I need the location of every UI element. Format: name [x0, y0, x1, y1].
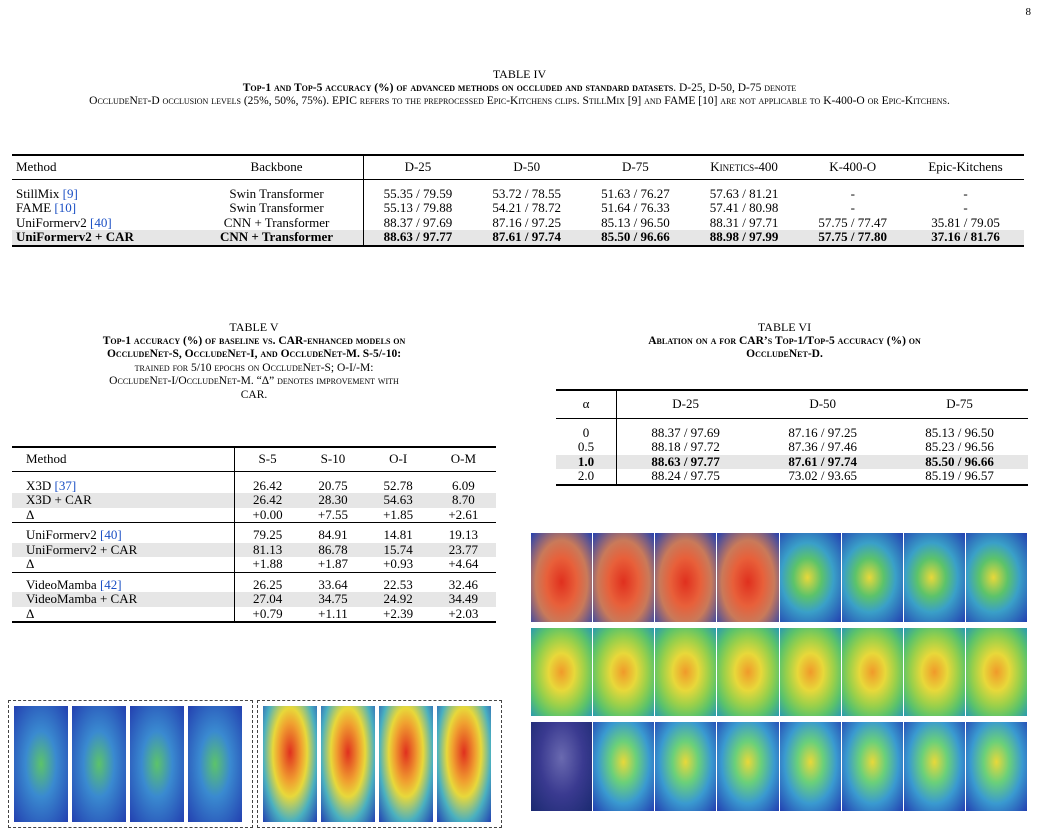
table5-caption-line4: OccludeNet-I/OccludeNet-M. “Δ” denotes improvement with [109, 375, 399, 387]
table4-label: TABLE IV [492, 67, 547, 81]
table4-cell-backbone: CNN + Transformer [191, 216, 363, 231]
table5-cell-method: VideoMamba + CAR [12, 592, 234, 607]
table6-cell-value: 85.13 / 96.50 [925, 424, 994, 440]
table6-cell-value: 87.61 / 97.74 [754, 455, 891, 470]
table6-cell-value: 87.16 / 97.25 [788, 424, 857, 440]
table4-cell-value: 88.98 / 97.99 [690, 230, 799, 246]
heatmap-tile [965, 532, 1028, 623]
table4-cell-value: 57.75 / 77.47 [818, 214, 888, 230]
table5-cell-value: +2.03 [448, 605, 479, 621]
table5-cell-value: 27.04 [234, 592, 300, 607]
table5-cell-value: +7.55 [317, 506, 348, 522]
table4-header-d25: D-25 [404, 159, 432, 174]
table4-cell-value: 55.13 / 79.88 [383, 200, 453, 215]
table4-caption-text [0, 82, 1039, 109]
table4-cell-value: 35.81 / 79.05 [931, 214, 1000, 230]
table5-cell-value: 34.75 [300, 592, 365, 607]
table6-cell-value: 87.36 / 97.46 [788, 439, 857, 454]
table6-cell-alpha: 0 [556, 418, 617, 440]
table6-header-d75: D-75 [946, 396, 973, 411]
heatmap-tile [903, 627, 966, 718]
table5-cell-method: VideoMamba [42] [12, 572, 234, 592]
heatmap-tile [841, 721, 904, 812]
table5-row [12, 557, 496, 572]
table4-caption [0, 68, 1039, 109]
table4-header-kinetics: Kinetics-400 [710, 159, 778, 174]
heatmap-tile [71, 705, 127, 823]
table5-cell-value: 8.70 [431, 493, 496, 508]
page-number: 8 [1025, 6, 1031, 18]
heatmap-tile [965, 627, 1028, 718]
table5-header-om: O-M [450, 451, 477, 466]
heatmap-tile [436, 705, 492, 823]
table5-cell-value: 34.49 [431, 592, 496, 607]
table4-cell-value: 55.35 / 79.59 [383, 185, 453, 201]
table5-cell-value: 28.30 [300, 493, 365, 508]
table5-cell-method: X3D [37] [12, 471, 234, 493]
heatmap-tile [654, 532, 717, 623]
citation-link[interactable]: [37] [54, 477, 77, 493]
citation-link[interactable]: [10] [54, 200, 77, 215]
table5-cell-method: Δ [12, 607, 234, 623]
table5-cell-value: 81.13 [234, 543, 300, 558]
table5-label: TABLE V [229, 320, 279, 334]
table4-cell-method: UniFormerv2 + CAR [12, 230, 191, 246]
table6-row [556, 440, 1028, 455]
table5-cell-value: 15.74 [366, 543, 431, 558]
table4 [12, 154, 1024, 247]
table6-header-d25: D-25 [672, 396, 699, 411]
table4-cell-value: 54.21 / 78.72 [492, 200, 562, 215]
table4-cell-value: 85.13 / 96.50 [601, 214, 670, 230]
table5-cell-value: +0.93 [383, 556, 414, 571]
table5-row [12, 493, 496, 508]
table5-row [12, 471, 496, 493]
table6-caption [530, 321, 1039, 362]
table6-cell-value: 88.63 / 97.77 [617, 455, 755, 470]
heatmap-tile [716, 532, 779, 623]
heatmap-tile [903, 721, 966, 812]
heatmap-tile [841, 532, 904, 623]
table5-caption-line5: CAR. [240, 388, 268, 401]
heatmap-tile [965, 721, 1028, 812]
table5-cell-value: 52.78 [383, 477, 413, 493]
heatmap-tile [903, 532, 966, 623]
table6-header-alpha: α [556, 390, 617, 418]
table5-row [12, 572, 496, 592]
heatmap-tile [13, 705, 69, 823]
table5-cell-value: 26.42 [252, 477, 283, 493]
table5-cell-value: 33.64 [318, 576, 348, 592]
citation-link[interactable]: [40] [90, 214, 112, 230]
table5-cell-method: UniFormerv2 + CAR [12, 543, 234, 558]
table4-cell-method: UniFormerv2 [40] [16, 214, 112, 230]
table6-cell-alpha: 2.0 [556, 469, 617, 485]
table4-cell-method: FAME [10] [16, 200, 77, 215]
table5-caption-line1: Top-1 accuracy (%) of baseline vs. CAR-enhanced models on [102, 334, 406, 347]
table4-cell-method: StillMix [9] [16, 185, 78, 201]
table4-header-backbone: Backbone [191, 155, 363, 179]
table6-caption-line2: OccludeNet-D. [746, 348, 823, 360]
table5-cell-method: X3D + CAR [12, 493, 234, 508]
table5-row [12, 592, 496, 607]
heatmap-tile [530, 627, 593, 718]
citation-link[interactable]: [9] [62, 185, 78, 201]
table5-cell-method: Δ [12, 508, 234, 523]
table6-cell-value: 85.50 / 96.66 [891, 455, 1028, 470]
table5-header-s10: S-10 [320, 451, 346, 466]
heatmap-strip-bottom-left [8, 700, 506, 832]
table5-caption [0, 321, 508, 402]
table5-cell-value: 86.78 [300, 543, 365, 558]
table5-cell-value: 26.25 [252, 576, 283, 592]
table4-header-epic: Epic-Kitchens [928, 159, 1003, 174]
heatmap-tile [841, 627, 904, 718]
table5-cell-method: Δ [12, 557, 234, 572]
table4-header-d50: D-50 [513, 159, 541, 174]
table4-header-d75: D-75 [622, 159, 649, 174]
table4-caption-mid: . D-25, D-50, D-75 denote [673, 81, 797, 94]
table5-cell-value: 84.91 [318, 527, 348, 542]
table4-row [12, 201, 1024, 216]
heatmap-tile [592, 627, 655, 718]
heatmap-tile [129, 705, 185, 823]
table5-header-method: Method [12, 447, 234, 471]
table4-cell-value: - [850, 200, 855, 215]
table6-cell-value: 88.37 / 97.69 [651, 424, 720, 440]
heatmap-tile [779, 532, 842, 623]
dashed-group-box [8, 700, 253, 828]
heatmap-tile [320, 705, 376, 823]
table6-cell-value: 88.18 / 97.72 [651, 439, 720, 454]
table4-row [12, 179, 1024, 201]
table6-cell-value: 88.24 / 97.75 [651, 468, 720, 483]
dashed-group-box [257, 700, 502, 828]
citation-link[interactable]: [42] [99, 576, 122, 592]
table6-cell-value: 85.19 / 96.57 [925, 468, 994, 483]
table4-cell-value: 88.31 / 97.71 [709, 214, 779, 230]
table4-row [12, 230, 1024, 246]
table4-header-method: Method [16, 159, 57, 174]
heatmap-tile [262, 705, 318, 823]
table5-cell-value: +1.85 [383, 506, 414, 522]
heatmap-tile [530, 532, 593, 623]
table5-cell-value: 23.77 [431, 543, 496, 558]
table5-cell-value: 19.13 [448, 527, 478, 542]
heatmap-tile [716, 627, 779, 718]
table5-cell-value: 26.42 [234, 493, 300, 508]
table5-cell-value: 22.53 [383, 576, 413, 592]
table5-header-oi: O-I [389, 451, 408, 466]
table4-cell-backbone: Swin Transformer [191, 179, 363, 201]
table5-cell-value: +1.87 [317, 556, 348, 571]
table6 [556, 389, 1028, 486]
table5-row [12, 543, 496, 558]
heatmap-tile [530, 721, 593, 812]
table5-cell-value: +2.61 [448, 506, 479, 522]
heatmap-tile [654, 721, 717, 812]
table6-label: TABLE VI [757, 320, 812, 334]
table5-header-s5: S-5 [258, 451, 277, 466]
table4-header-k400o: K-400-O [829, 159, 877, 174]
heatmap-tile [187, 705, 243, 823]
table5-cell-value: 20.75 [318, 477, 348, 493]
table4-cell-value: 57.41 / 80.98 [709, 200, 779, 215]
table6-header-d50: D-50 [809, 396, 837, 411]
table4-cell-value: 88.37 / 97.69 [383, 214, 453, 230]
heatmap-tile [654, 627, 717, 718]
table5-cell-value: +0.79 [252, 605, 283, 621]
table5-row [12, 523, 496, 543]
table5-cell-value: +0.00 [252, 506, 283, 522]
table5-cell-value: 79.25 [252, 527, 283, 542]
table4-cell-value: 51.64 / 76.33 [601, 200, 670, 215]
citation-link[interactable]: [40] [100, 527, 122, 542]
table5-cell-value: +4.64 [448, 556, 479, 571]
table5-row [12, 607, 496, 623]
table4-cell-value: - [850, 185, 855, 201]
table6-row [556, 455, 1028, 470]
table5-cell-value: 6.09 [452, 477, 475, 493]
table6-caption-line1: Ablation on α for CAR’s Top-1/Top-5 accuracy (%) on [648, 334, 921, 347]
table5-cell-value: +2.39 [383, 605, 414, 621]
table4-caption-rest: OccludeNet-D occlusion levels (25%, 50%, 75%). EPIC refers to the preprocessed Epic-Kitchens clips. StillMix [9] and FAME [10] are not applicable to K-400-O or Epic-Kitchens. [89, 95, 950, 107]
table4-cell-value: 57.63 / 81.21 [709, 185, 779, 201]
table6-cell-value: 85.23 / 96.56 [925, 439, 994, 454]
table5-caption-line3: trained for 5/10 epochs on OccludeNet-S; O-I/-M: [134, 361, 374, 374]
table5-row [12, 508, 496, 523]
heatmap-grid-top-right [530, 532, 1027, 810]
table5-cell-value: 32.46 [448, 576, 478, 592]
table6-row [556, 469, 1028, 485]
heatmap-tile [779, 721, 842, 812]
table4-cell-value: - [963, 200, 968, 215]
table6-cell-value: 73.02 / 93.65 [788, 468, 857, 483]
table4-cell-value: 87.61 / 97.74 [472, 230, 581, 246]
table5-caption-line2: OccludeNet-S, OccludeNet-I, and OccludeNet-M. S-5/-10: [106, 348, 402, 360]
table5-cell-value: 14.81 [383, 527, 413, 542]
table6-cell-alpha: 1.0 [556, 455, 617, 470]
table4-cell-value: 88.63 / 97.77 [363, 230, 472, 246]
heatmap-tile [779, 627, 842, 718]
table4-cell-value: 53.72 / 78.55 [492, 185, 562, 201]
table6-row [556, 418, 1028, 440]
table4-cell-value: 51.63 / 76.27 [601, 185, 670, 201]
table4-cell-value: - [963, 185, 968, 201]
table4-row [12, 216, 1024, 231]
table5-cell-method: UniFormerv2 [40] [12, 523, 234, 543]
heatmap-tile [592, 532, 655, 623]
table5-cell-value: 54.63 [366, 493, 431, 508]
table4-cell-value: 87.16 / 97.25 [492, 214, 562, 230]
table4-cell-value: 85.50 / 96.66 [581, 230, 690, 246]
table4-caption-lead: Top-1 and Top-5 accuracy (%) of advanced methods on occluded and standard datasets [242, 81, 674, 94]
table5 [12, 446, 496, 623]
table5-cell-value: +1.88 [252, 556, 283, 571]
table4-cell-backbone: Swin Transformer [191, 201, 363, 216]
table4-cell-value: 57.75 / 77.80 [798, 230, 907, 246]
table5-cell-value: 24.92 [366, 592, 431, 607]
table5-cell-value: +1.11 [318, 605, 348, 621]
heatmap-tile [592, 721, 655, 812]
table4-cell-backbone: CNN + Transformer [191, 230, 363, 246]
heatmap-tile [378, 705, 434, 823]
table6-cell-alpha: 0.5 [556, 440, 617, 455]
table4-cell-value: 37.16 / 81.76 [907, 230, 1024, 246]
heatmap-tile [716, 721, 779, 812]
